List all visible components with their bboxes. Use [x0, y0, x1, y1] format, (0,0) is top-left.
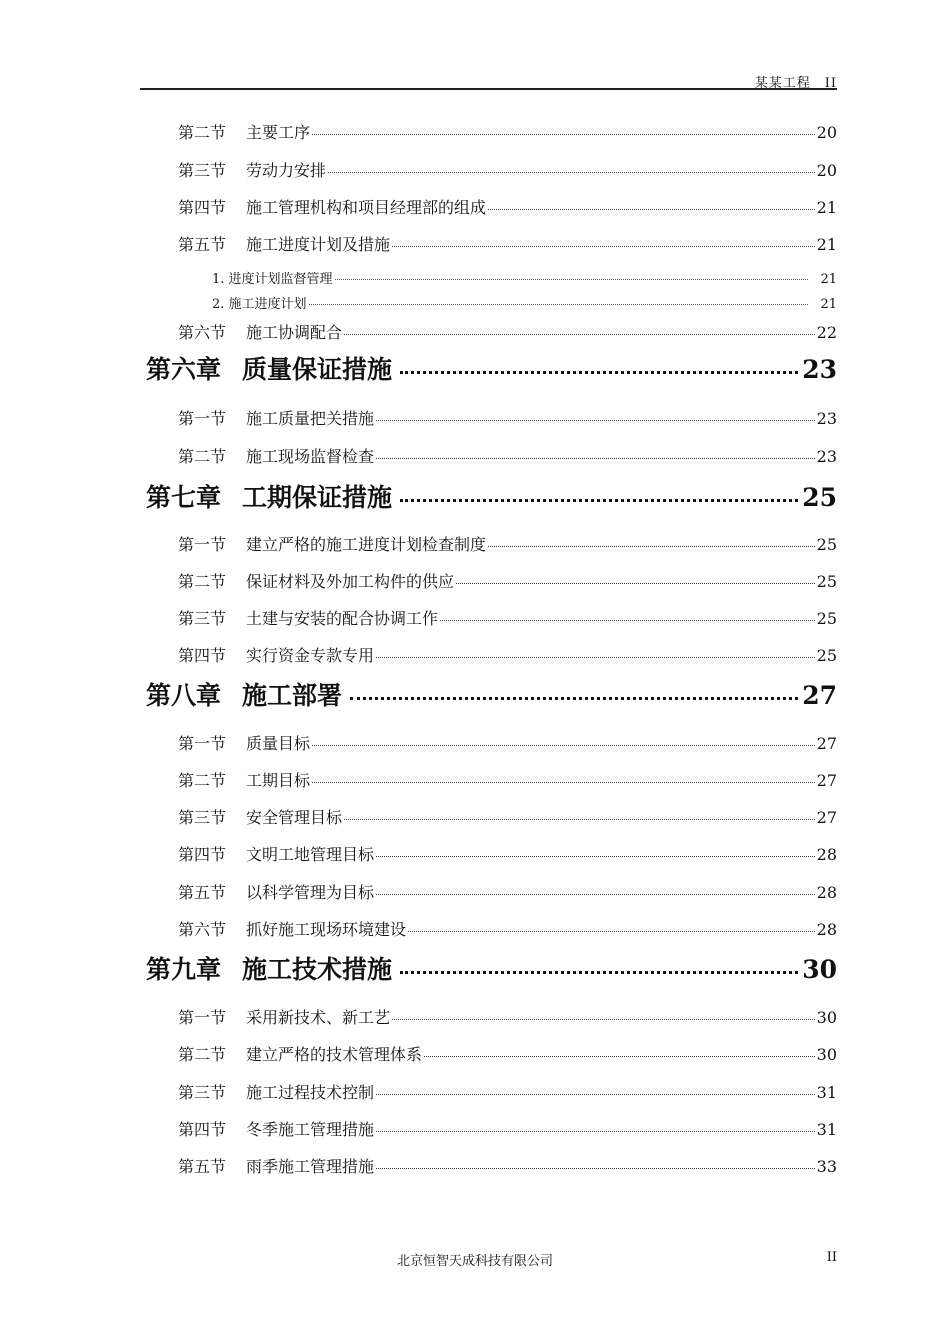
toc-entry-title: 施工过程技术控制 [246, 1083, 375, 1102]
dot-leader [376, 894, 815, 895]
toc-entry-label [178, 195, 486, 218]
toc-entry-label [178, 158, 326, 181]
toc-entry-page: 21 [816, 198, 837, 217]
toc-chapter-entry[interactable] [146, 676, 837, 710]
dot-leader [440, 620, 815, 621]
dot-leader [376, 657, 815, 658]
toc-entry-title: 主要工序 [246, 123, 311, 142]
toc-entry-number: 第三节 [178, 609, 227, 628]
toc-section-entry[interactable] [178, 880, 837, 904]
toc-entry-title: 2. 施工进度计划 [212, 297, 307, 311]
dot-leader [376, 1094, 815, 1095]
toc-section-entry[interactable] [178, 444, 837, 468]
toc-entry-page: 21 [820, 297, 837, 311]
toc-entry-page: 27 [816, 734, 837, 753]
toc-entry-title: 雨季施工管理措施 [246, 1157, 375, 1176]
dot-leader [312, 782, 815, 783]
toc-entry-number: 第四节 [178, 198, 227, 217]
footer-company: 北京恒智天成科技有限公司 [396, 1254, 553, 1269]
dot-leader [400, 971, 798, 974]
toc-entry-page: 31 [816, 1083, 837, 1102]
toc-entry-title: 工期目标 [246, 771, 311, 790]
toc-entry-label [178, 805, 342, 828]
toc-entry-title: 建立严格的施工进度计划检查制度 [246, 535, 487, 554]
toc-entry-label [178, 1080, 374, 1103]
dot-leader [328, 172, 815, 173]
dot-leader [392, 246, 815, 247]
toc-section-entry[interactable] [178, 232, 837, 256]
toc-section-entry[interactable] [178, 569, 837, 593]
dot-leader [344, 334, 815, 335]
toc-entry-title: 保证材料及外加工构件的供应 [246, 572, 455, 591]
dot-leader [400, 371, 798, 374]
toc-entry-label [146, 350, 392, 384]
dot-leader [488, 546, 815, 547]
dot-leader [424, 1056, 815, 1057]
toc-entry-page: 30 [816, 1008, 837, 1027]
toc-entry-number: 第七章 [146, 483, 222, 512]
toc-section-entry[interactable] [178, 842, 837, 866]
toc-entry-number: 第五节 [178, 883, 227, 902]
toc-entry-label [178, 1005, 390, 1028]
toc-entry-page: 25 [816, 609, 837, 628]
footer-page-number: II [826, 1250, 837, 1265]
toc-entry-title: 施工管理机构和项目经理部的组成 [246, 198, 487, 217]
toc-entry-number: 第一节 [178, 409, 227, 428]
toc-entry-title: 安全管理目标 [246, 808, 343, 827]
toc-entry-number: 第二节 [178, 572, 227, 591]
toc-entry-label [178, 1042, 422, 1065]
toc-entry-title: 实行资金专款专用 [246, 646, 375, 665]
toc-section-entry[interactable] [178, 768, 837, 792]
toc-entry-number: 第六章 [146, 355, 222, 384]
toc-entry-title: 采用新技术、新工艺 [246, 1008, 391, 1027]
toc-entry-page: 25 [816, 572, 837, 591]
toc-entry-page: 21 [816, 235, 837, 254]
toc-entry-title: 文明工地管理目标 [246, 845, 375, 864]
dot-leader [376, 420, 815, 421]
toc-entry-label [178, 320, 342, 343]
dot-leader [350, 697, 798, 700]
dot-leader [376, 1131, 815, 1132]
toc-section-entry[interactable] [178, 1117, 837, 1141]
toc-entry-label [146, 478, 392, 512]
toc-section-entry[interactable] [178, 1154, 837, 1178]
toc-entry-title: 施工进度计划及措施 [246, 235, 391, 254]
toc-section-entry[interactable] [178, 731, 837, 755]
toc-entry-label [146, 950, 392, 984]
dot-leader [344, 819, 815, 820]
toc-entry-page: 25 [802, 483, 837, 512]
toc-subentry[interactable] [212, 268, 837, 286]
toc-entry-title: 施工技术措施 [242, 955, 393, 984]
toc-entry-title: 质量保证措施 [242, 355, 393, 384]
dot-leader [312, 745, 815, 746]
toc-entry-label [178, 532, 486, 555]
toc-chapter-entry[interactable] [146, 478, 837, 512]
toc-entry-page: 28 [816, 920, 837, 939]
toc-section-entry[interactable] [178, 1042, 837, 1066]
toc-entry-number: 第六节 [178, 920, 227, 939]
dot-leader [400, 499, 798, 502]
toc-entry-number: 第一节 [178, 1008, 227, 1027]
toc-section-entry[interactable] [178, 606, 837, 630]
toc-entry-number: 第五节 [178, 1157, 227, 1176]
toc-entry-label [178, 406, 374, 429]
toc-entry-number: 第三节 [178, 1083, 227, 1102]
toc-entry-page: 31 [816, 1120, 837, 1139]
toc-entry-label [178, 731, 310, 754]
dot-leader [335, 279, 809, 280]
toc-chapter-entry[interactable] [146, 350, 837, 384]
toc-entry-number: 第四节 [178, 1120, 227, 1139]
toc-entry-page: 28 [816, 883, 837, 902]
toc-entry-label [178, 880, 374, 903]
toc-entry-page: 30 [816, 1045, 837, 1064]
toc-entry-page: 25 [816, 535, 837, 554]
toc-entry-page: 27 [816, 771, 837, 790]
toc-section-entry[interactable] [178, 158, 837, 182]
toc-section-entry[interactable] [178, 406, 837, 430]
toc-entry-number: 第三节 [178, 808, 227, 827]
toc-entry-page: 20 [816, 161, 837, 180]
dot-leader [309, 304, 809, 305]
toc-entry-title: 质量目标 [246, 734, 311, 753]
toc-section-entry[interactable] [178, 320, 837, 344]
toc-entry-label [212, 293, 307, 311]
toc-entry-number: 第三节 [178, 161, 227, 180]
toc-entry-title: 施工部署 [242, 681, 343, 710]
toc-entry-label [178, 232, 390, 255]
toc-entry-page: 23 [816, 447, 837, 466]
toc-entry-title: 劳动力安排 [246, 161, 327, 180]
toc-entry-page: 20 [816, 123, 837, 142]
toc-subentry[interactable] [212, 293, 837, 311]
dot-leader [312, 134, 815, 135]
toc-section-entry[interactable] [178, 1080, 837, 1104]
toc-entry-title: 施工现场监督检查 [246, 447, 375, 466]
toc-entry-label [212, 268, 333, 286]
toc-entry-number: 第二节 [178, 1045, 227, 1064]
toc-entry-page: 27 [816, 808, 837, 827]
toc-chapter-entry[interactable] [146, 950, 837, 984]
dot-leader [376, 856, 815, 857]
toc-entry-label [178, 842, 374, 865]
toc-entry-title: 施工协调配合 [246, 323, 343, 342]
toc-entry-number: 第二节 [178, 123, 227, 142]
toc-entry-page: 22 [816, 323, 837, 342]
toc-entry-label [178, 1117, 374, 1140]
toc-entry-title: 抓好施工现场环境建设 [246, 920, 407, 939]
toc-entry-label [178, 569, 454, 592]
toc-entry-page: 25 [816, 646, 837, 665]
dot-leader [392, 1019, 815, 1020]
dot-leader [408, 931, 815, 932]
toc-entry-label [178, 606, 438, 629]
toc-entry-page: 33 [816, 1157, 837, 1176]
toc-entry-title: 施工质量把关措施 [246, 409, 375, 428]
toc-entry-number: 第六节 [178, 323, 227, 342]
toc-entry-number: 第四节 [178, 646, 227, 665]
toc-entry-page: 27 [802, 681, 837, 710]
toc-entry-page: 28 [816, 845, 837, 864]
toc-entry-title: 以科学管理为目标 [246, 883, 375, 902]
toc-entry-page: 21 [820, 272, 837, 286]
header-text: 某某工程 II [754, 76, 837, 91]
toc-entry-number: 第五节 [178, 235, 227, 254]
toc-entry-number: 第一节 [178, 535, 227, 554]
toc-section-entry[interactable] [178, 1005, 837, 1029]
toc-entry-label [178, 1154, 374, 1177]
toc-section-entry[interactable] [178, 532, 837, 556]
toc-entry-label [178, 444, 374, 467]
dot-leader [488, 209, 815, 210]
toc-entry-label [146, 676, 342, 710]
toc-entry-title: 1. 进度计划监督管理 [212, 272, 333, 286]
toc-section-entry[interactable] [178, 805, 837, 829]
dot-leader [376, 1168, 815, 1169]
toc-entry-page: 30 [802, 955, 837, 984]
toc-entry-number: 第四节 [178, 845, 227, 864]
toc-entry-page: 23 [802, 355, 837, 384]
toc-entry-title: 工期保证措施 [242, 483, 393, 512]
toc-entry-label [178, 768, 310, 791]
dot-leader [456, 583, 815, 584]
toc-entry-number: 第九章 [146, 955, 222, 984]
toc-section-entry[interactable] [178, 195, 837, 219]
toc-entry-number: 第一节 [178, 734, 227, 753]
toc-entry-label [178, 917, 406, 940]
toc-section-entry[interactable] [178, 120, 837, 144]
toc-entry-title: 冬季施工管理措施 [246, 1120, 375, 1139]
toc-entry-number: 第八章 [146, 681, 222, 710]
toc-entry-title: 建立严格的技术管理体系 [246, 1045, 423, 1064]
dot-leader [376, 458, 815, 459]
toc-entry-number: 第二节 [178, 447, 227, 466]
toc-entry-label [178, 643, 374, 666]
toc-entry-page: 23 [816, 409, 837, 428]
toc-entry-number: 第二节 [178, 771, 227, 790]
toc-entry-title: 土建与安装的配合协调工作 [246, 609, 439, 628]
toc-entry-label [178, 120, 310, 143]
toc-section-entry[interactable] [178, 643, 837, 667]
toc-section-entry[interactable] [178, 917, 837, 941]
